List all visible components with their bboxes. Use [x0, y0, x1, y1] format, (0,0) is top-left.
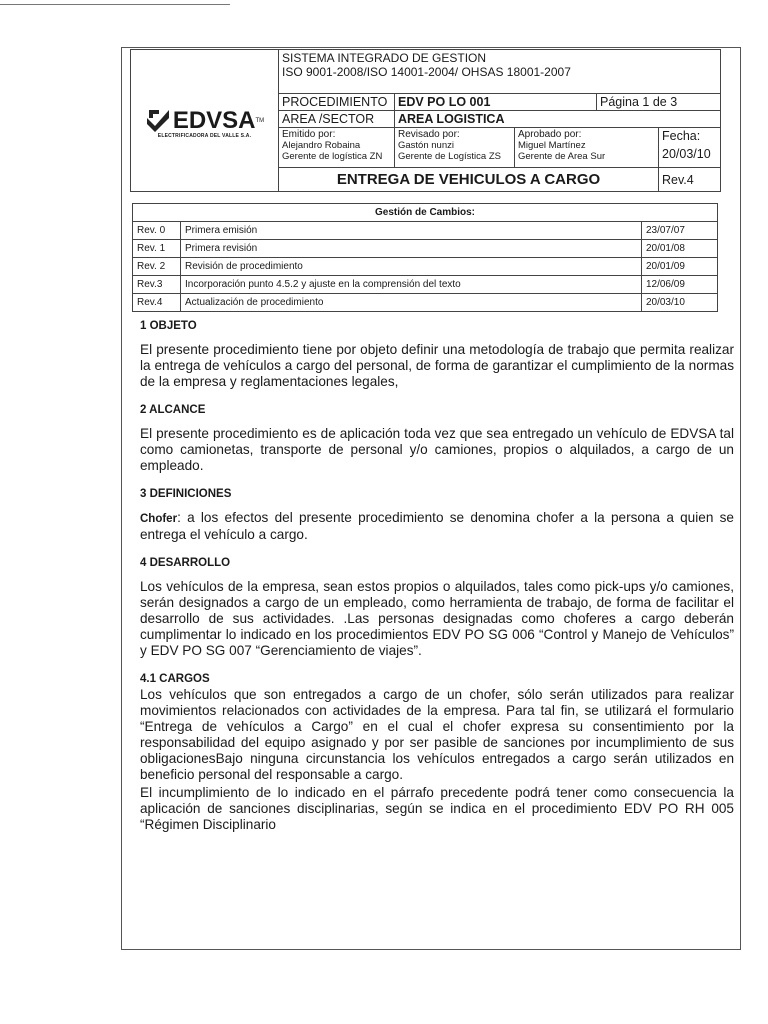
logo-cell — [131, 50, 279, 192]
system-cell — [279, 50, 721, 94]
change-log-heading: Gestión de Cambios: — [133, 204, 718, 222]
document-header — [130, 49, 721, 192]
change-desc: Actualización de procedimiento — [181, 294, 642, 312]
change-desc: Incorporación punto 4.5.2 y ajuste en la comprensión del texto — [181, 276, 642, 294]
change-date: 12/06/09 — [641, 276, 717, 294]
change-desc: Primera emisión — [181, 222, 642, 240]
revisado-label: Revisado por: — [398, 129, 460, 140]
table-row — [133, 258, 718, 276]
section-cargos-title: 4.1 CARGOS — [140, 673, 210, 685]
company-name: EDVSA — [172, 106, 256, 134]
fecha-label: Fecha: — [662, 129, 701, 143]
change-rev: Rev. 0 — [133, 222, 181, 240]
system-line2: ISO 9001-2008/ISO 14001-2004/ OHSAS 18001-2007 — [282, 65, 571, 79]
change-log-table — [132, 203, 718, 312]
company-logo — [134, 107, 275, 135]
change-rev: Rev.4 — [133, 294, 181, 312]
change-rev: Rev. 1 — [133, 240, 181, 258]
section-alcance-text: El presente procedimiento es de aplicación toda vez que sea entregado un vehículo de EDVSA tal como camionetas, transporte de personal y/o camiones, propios o alquilados, a cargo de un empleado. — [140, 426, 734, 473]
aprobado-cell — [515, 128, 659, 168]
system-line1: SISTEMA INTEGRADO DE GESTION — [282, 51, 487, 65]
edvsa-logo-icon — [145, 108, 171, 134]
section-definiciones-title: 3 DEFINICIONES — [140, 488, 232, 500]
aprobado-name: Miguel Martínez — [518, 140, 586, 151]
change-date: 20/01/09 — [641, 258, 717, 276]
section-alcance-title: 2 ALCANCE — [140, 404, 206, 416]
procedure-label: PROCEDIMIENTO — [279, 94, 395, 111]
revisado-cell — [395, 128, 515, 168]
fecha-value: 20/03/10 — [662, 147, 711, 161]
section-desarrollo-title: 4 DESARROLLO — [140, 557, 231, 569]
page-info: Página 1 de 3 — [597, 94, 721, 111]
revisado-role: Gerente de Logística ZS — [398, 151, 501, 162]
company-subtitle: ELECTRIFICADORA DEL VALLE S.A. — [157, 132, 252, 139]
document-title: ENTREGA DE VEHICULOS A CARGO — [279, 168, 659, 192]
change-rev: Rev. 2 — [133, 258, 181, 276]
section-definiciones-text — [140, 510, 734, 543]
definition-text: : a los efectos del presente procedimiento se denomina chofer a la persona a quien se entrega el vehículo a cargo. — [140, 510, 734, 542]
table-row — [133, 294, 718, 312]
scan-edge-line — [0, 4, 230, 5]
section-cargos-text2: El incumplimiento de lo indicado en el párrafo precedente podrá tener como consecuencia la aplicación de sanciones disciplinarias, según se indica en el procedimiento EDV PO RH 005 “Régimen Disciplinario — [140, 785, 734, 832]
area-value: AREA LOGISTICA — [395, 111, 721, 128]
section-objeto-title: 1 OBJETO — [140, 320, 197, 332]
emitido-role: Gerente de logística ZN — [282, 151, 383, 162]
section-cargos-text1: Los vehículos que son entregados a cargo de un chofer, sólo serán utilizados para realizar movimientos relacionados con actividades de la empresa. Para tal fin, se utilizará el formulario “Entrega de vehículos a Cargo” en el cual el chofer expresa su consentimiento por la responsabilidad del equipo asignado y por ser pasible de sanciones por incumplimiento de sus obligacionesBajo ninguna circunstancia los vehículos entregados a cargo serán utilizados en beneficio personal del responsable a cargo. — [140, 687, 734, 782]
change-date: 20/03/10 — [641, 294, 717, 312]
change-date: 23/07/07 — [641, 222, 717, 240]
company-tm: TM — [255, 117, 265, 124]
table-row — [133, 240, 718, 258]
revisado-name: Gastón nunzi — [398, 140, 454, 151]
emitido-cell — [279, 128, 395, 168]
change-date: 20/01/08 — [641, 240, 717, 258]
aprobado-label: Aprobado por: — [518, 129, 582, 140]
aprobado-role: Gerente de Area Sur — [518, 151, 606, 162]
document-body — [140, 318, 734, 845]
change-rev: Rev.3 — [133, 276, 181, 294]
procedure-code: EDV PO LO 001 — [395, 94, 597, 111]
section-desarrollo-text: Los vehículos de la empresa, sean estos propios o alquilados, tales como pick-ups y/o camiones, serán designados a cargo de un empleado, como herramienta de trabajo, de forma de facilitar el desarrollo de sus actividades. .Las personas designadas como choferes a cargo deberán cumplimentar lo indicado en los procedimientos EDV PO SG 006 “Control y Manejo de Vehículos” y EDV PO SG 007 “Gerenciamiento de viajes”. — [140, 579, 734, 658]
emitido-name: Alejandro Robaina — [282, 140, 361, 151]
revision-number: Rev.4 — [659, 168, 721, 192]
table-row — [133, 222, 718, 240]
change-desc: Revisión de procedimiento — [181, 258, 642, 276]
section-objeto-text: El presente procedimiento tiene por objeto definir una metodología de trabajo que permita realizar la entrega de vehículos a cargo del personal, de forma de garantizar el cumplimiento de la normas de la empresa y reglamentaciones legales, — [140, 342, 734, 389]
change-desc: Primera revisión — [181, 240, 642, 258]
area-label: AREA /SECTOR — [279, 111, 395, 128]
emitido-label: Emitido por: — [282, 129, 336, 140]
table-row — [133, 276, 718, 294]
definition-term: Chofer — [140, 513, 178, 525]
fecha-cell — [659, 128, 721, 168]
